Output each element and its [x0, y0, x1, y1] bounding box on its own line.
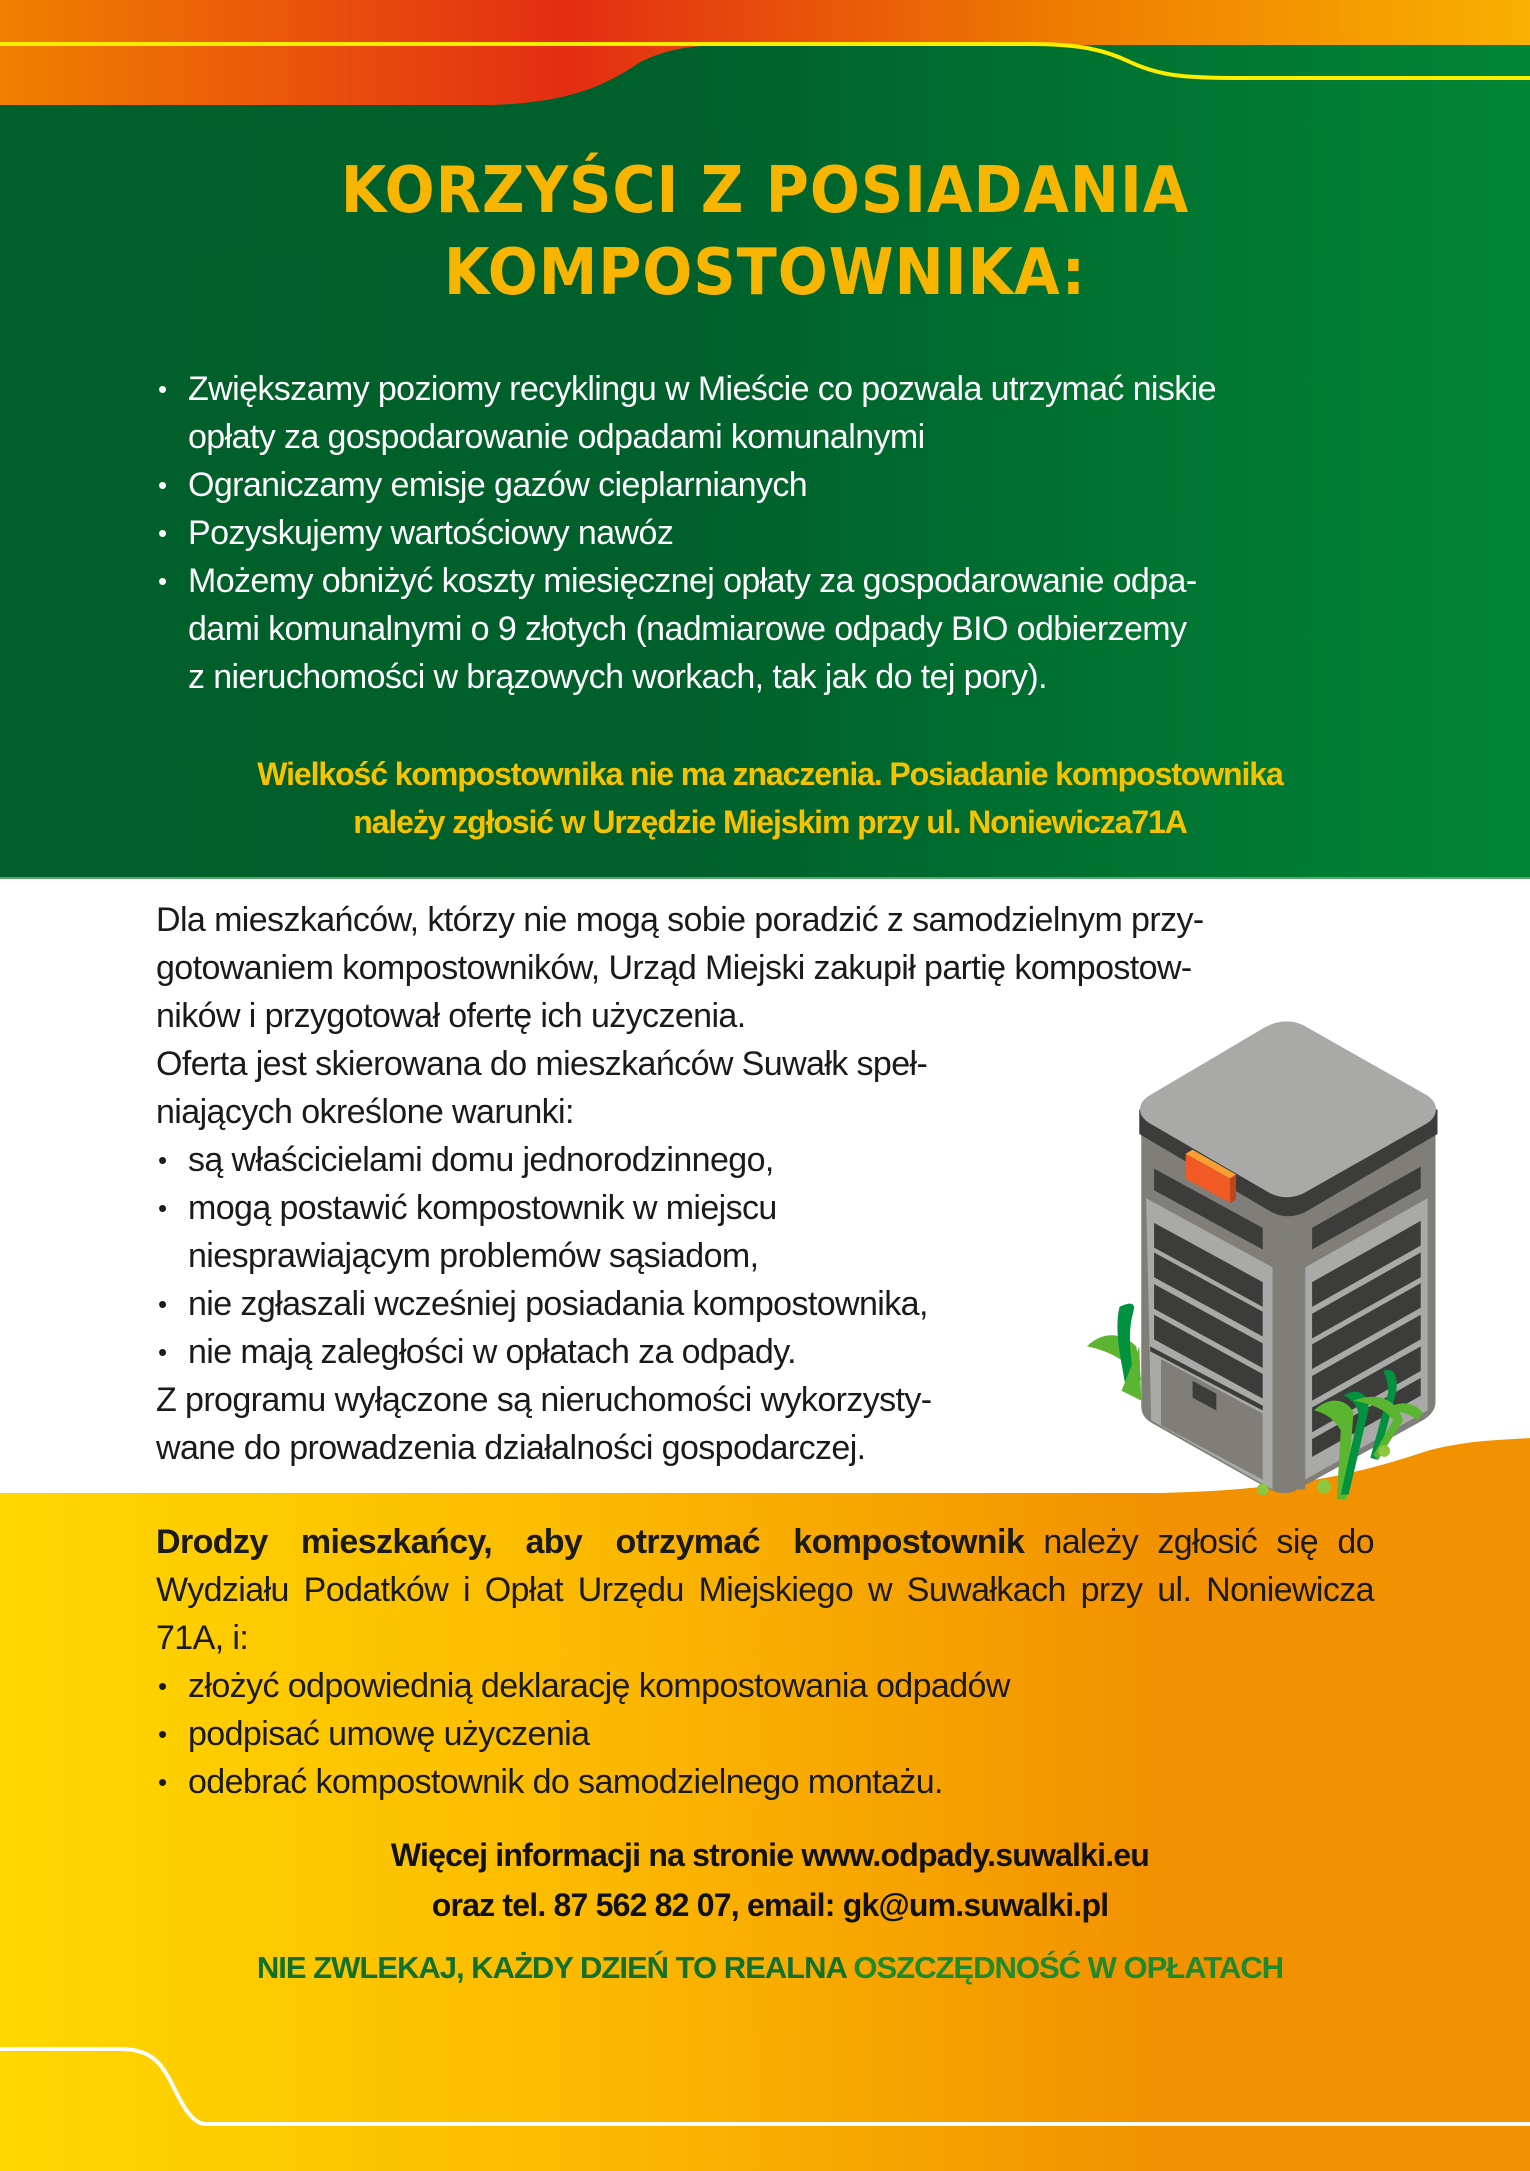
condition-text: nie mają zaległości w opłatach za odpady.: [188, 1333, 796, 1371]
contact-website-line[interactable]: Więcej informacji na stronie www.odpady.suwalki.eu: [390, 1837, 1150, 1873]
bin-corner: [1273, 1233, 1306, 1490]
green-divider: [0, 877, 1530, 879]
intro-line: Dla mieszkańców, którzy nie mogą sobie poradzić z samodzielnym przy-: [156, 901, 1204, 939]
condition-text: są właścicielami domu jednorodzinnego,: [188, 1141, 774, 1179]
intro-line: gotowaniem kompostowników, Urząd Miejski zakupił partię kompostow-: [156, 949, 1192, 987]
title-line-1: KORZYŚCI Z POSIADANIA: [340, 154, 1190, 228]
intro-line: ników i przygotował ofertę ich użyczenia.: [156, 997, 746, 1035]
benefit-text: Zwiększamy poziomy recyklingu w Mieście co pozwala utrzymać niskie: [188, 370, 1216, 408]
benefit-text: dami komunalnymi o 9 złotych (nadmiarowe odpady BIO odbierzemy: [188, 610, 1187, 648]
benefit-text: Ograniczamy emisje gazów cieplarnianych: [188, 466, 808, 504]
title-line-2: KOMPOSTOWNIKA:: [443, 236, 1087, 310]
benefits-list: [156, 365, 1396, 701]
steps-list: [156, 1662, 1374, 1806]
bin-latch-side: [1230, 1174, 1236, 1203]
highlight-line-1: Wielkość kompostownika nie ma znaczenia. Posiadanie kompostownika: [257, 756, 1283, 792]
contact-phone-email-line[interactable]: oraz tel. 87 562 82 07, email: gk@um.suwalki.pl: [431, 1887, 1109, 1923]
soil-dot: [1257, 1484, 1269, 1496]
contact-info: [140, 1830, 1400, 1930]
benefit-item: [156, 509, 1396, 557]
benefit-text: Pozyskujemy wartościowy nawóz: [188, 514, 674, 552]
slogan-part-1: NIE ZWLEKAJ, KAŻDY DZIEŃ TO REALNA: [256, 1950, 854, 1985]
benefit-item: [156, 461, 1396, 509]
step-item: • odebrać kompostownik do samodzielnego montażu.: [156, 1758, 1374, 1806]
benefit-item: [156, 557, 1396, 701]
intro-line: wane do prowadzenia działalności gospodarczej.: [156, 1429, 866, 1467]
highlight-note: [140, 750, 1400, 846]
condition-text: niesprawiającym problemów sąsiadom,: [188, 1237, 759, 1275]
condition-text: mogą postawić kompostownik w miejscu: [188, 1189, 777, 1227]
intro-line: Oferta jest skierowana do mieszkańców Suwałk speł-: [156, 1045, 928, 1083]
apply-section: [156, 1518, 1374, 1806]
slogan: [140, 1948, 1400, 1988]
composter-bin-icon: [1082, 1005, 1477, 1500]
benefit-item: [156, 365, 1396, 461]
benefit-text: z nieruchomości w brązowych workach, tak jak do tej pory).: [188, 658, 1047, 696]
benefit-text: Możemy obniżyć koszty miesięcznej opłaty za gospodarowanie odpa-: [188, 562, 1197, 600]
step-item: • podpisać umowę użyczenia: [156, 1710, 1374, 1758]
benefit-text: opłaty za gospodarowanie odpadami komunalnymi: [188, 418, 925, 456]
slogan-part-2: OSZCZĘDNOŚĆ W OPŁATACH: [853, 1950, 1284, 1985]
apply-lead: [156, 1518, 1374, 1662]
page-title: [61, 150, 1469, 314]
intro-line: niających określone warunki:: [156, 1093, 574, 1131]
apply-lead-text: należy zgłosić się do Wydziału Podatków i Opłat Urzędu Miejskiego w Suwałkach przy ul. Noniewicza 71A, i:: [156, 1523, 1374, 1657]
soil-dot: [1378, 1445, 1390, 1457]
soil-dot: [1317, 1480, 1331, 1494]
intro-line: Z programu wyłączone są nieruchomości wykorzysty-: [156, 1381, 932, 1419]
condition-text: nie zgłaszali wcześniej posiadania kompostownika,: [188, 1285, 928, 1323]
step-item: • złożyć odpowiednią deklarację kompostowania odpadów: [156, 1662, 1374, 1710]
apply-lead-bold: Drodzy mieszkańcy, aby otrzymać kompostownik: [156, 1523, 1025, 1561]
highlight-line-2: należy zgłosić w Urzędzie Miejskim przy ul. Noniewicza71A: [353, 804, 1187, 840]
